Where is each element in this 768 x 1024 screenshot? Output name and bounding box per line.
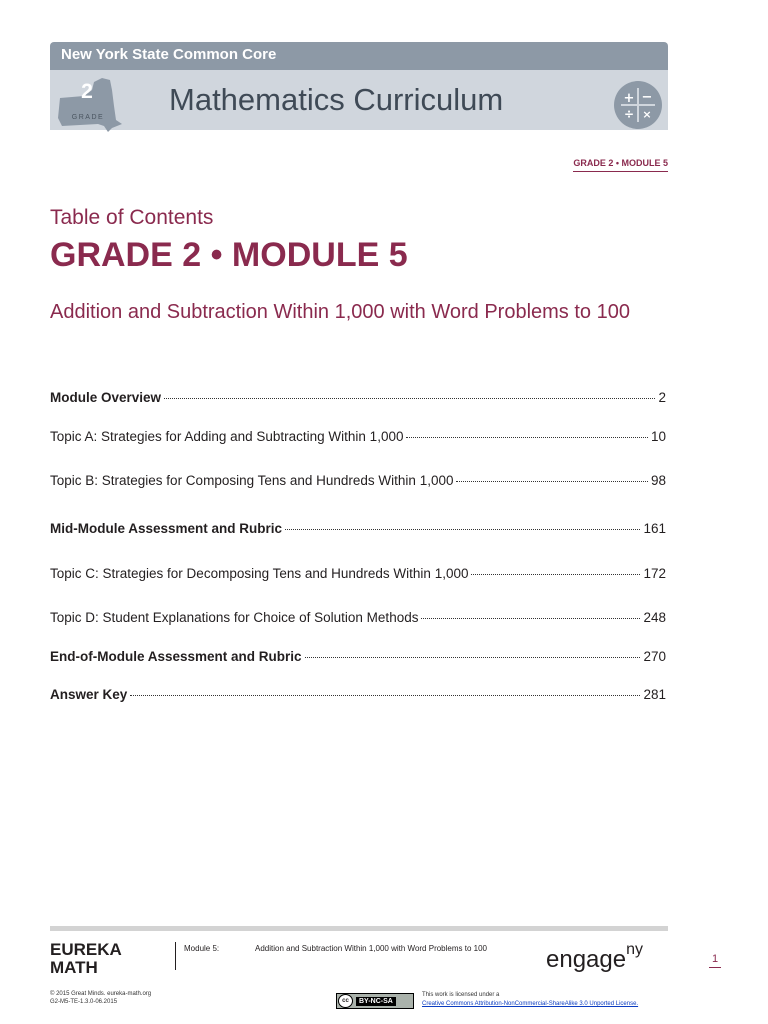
toc-entry-page: 161 xyxy=(643,521,666,536)
toc-entry-label: Topic A: Strategies for Adding and Subtracting Within 1,000 xyxy=(50,429,404,444)
ny-text: ny xyxy=(626,941,643,958)
toc-entry[interactable] xyxy=(50,566,666,586)
dot-leader xyxy=(130,695,640,696)
toc-entry-label: Module Overview xyxy=(50,390,162,405)
toc-entry[interactable] xyxy=(50,429,666,449)
module-title: GRADE 2 • MODULE 5 xyxy=(50,236,408,274)
toc-entry-page: 2 xyxy=(658,390,666,405)
dot-leader xyxy=(305,657,641,658)
page-number: 1 xyxy=(709,953,721,968)
grade-number: 2 xyxy=(81,80,93,103)
toc-entry[interactable] xyxy=(50,521,666,541)
copyright xyxy=(50,990,151,1006)
toc-entry-page: 10 xyxy=(650,429,666,444)
math-operations-icon xyxy=(613,80,663,130)
dot-leader xyxy=(164,398,655,399)
grade-label: GRADE xyxy=(71,114,105,121)
toc-entry-label: Mid-Module Assessment and Rubric xyxy=(50,521,283,536)
curriculum-title: Mathematics Curriculum xyxy=(169,82,504,117)
cc-badge-text: BY-NC-SA xyxy=(356,997,396,1006)
footer-module-description: Addition and Subtraction Within 1,000 with Word Problems to 100 xyxy=(255,944,487,953)
toc-entry-page: 172 xyxy=(643,566,666,581)
logo-line-2: MATH xyxy=(50,958,98,977)
svg-text:÷: ÷ xyxy=(623,107,635,121)
header-banner xyxy=(50,42,668,70)
cc-icon: cc xyxy=(338,994,353,1008)
toc-entry-page: 281 xyxy=(643,687,666,702)
dot-leader xyxy=(456,481,647,482)
toc-entry-page: 270 xyxy=(643,649,666,664)
toc-entry[interactable] xyxy=(50,610,666,630)
toc-entry-label: End-of-Module Assessment and Rubric xyxy=(50,649,302,664)
engage-text: engage xyxy=(546,946,627,973)
toc-label: Table of Contents xyxy=(50,206,214,229)
svg-text:−: − xyxy=(641,90,653,105)
dot-leader xyxy=(421,618,640,619)
toc-entry[interactable] xyxy=(50,649,666,669)
toc-entry-page: 248 xyxy=(643,610,666,625)
copyright-line-2: G2-M5-TE-1.3.0-06.2015 xyxy=(50,999,118,1005)
module-subtitle: Addition and Subtraction Within 1,000 with Word Problems to 100 xyxy=(50,301,630,323)
engageny-logo xyxy=(546,941,643,974)
toc-entry[interactable] xyxy=(50,473,666,493)
svg-text:×: × xyxy=(642,108,652,121)
toc-entry-label: Topic B: Strategies for Composing Tens and Hundreds Within 1,000 xyxy=(50,473,454,488)
dot-leader xyxy=(285,529,640,530)
license-text: This work is licensed under a xyxy=(422,992,500,998)
dot-leader xyxy=(471,574,640,575)
footer-rule xyxy=(50,926,668,931)
copyright-line-1: © 2015 Great Minds. eureka-math.org xyxy=(50,991,152,997)
footer-divider xyxy=(175,942,176,970)
eureka-math-logo xyxy=(50,941,122,977)
toc-entry[interactable] xyxy=(50,390,666,410)
toc-entry[interactable] xyxy=(50,687,666,707)
toc-entry-label: Topic D: Student Explanations for Choice of Solution Methods xyxy=(50,610,419,625)
svg-text:+: + xyxy=(623,91,635,106)
toc-entry-label: Topic C: Strategies for Decomposing Tens and Hundreds Within 1,000 xyxy=(50,566,469,581)
footer-module-label: Module 5: xyxy=(184,944,220,953)
toc-entry-label: Answer Key xyxy=(50,687,128,702)
toc-entry-page: 98 xyxy=(650,473,666,488)
running-head: GRADE 2 • MODULE 5 xyxy=(573,158,668,172)
banner-text: New York State Common Core xyxy=(61,46,277,63)
creative-commons-badge[interactable] xyxy=(336,993,414,1009)
dot-leader xyxy=(406,437,648,438)
logo-line-1: EUREKA xyxy=(50,940,122,959)
license-link[interactable]: Creative Commons Attribution-NonCommercial-ShareAlike 3.0 Unported License. xyxy=(422,1001,639,1007)
